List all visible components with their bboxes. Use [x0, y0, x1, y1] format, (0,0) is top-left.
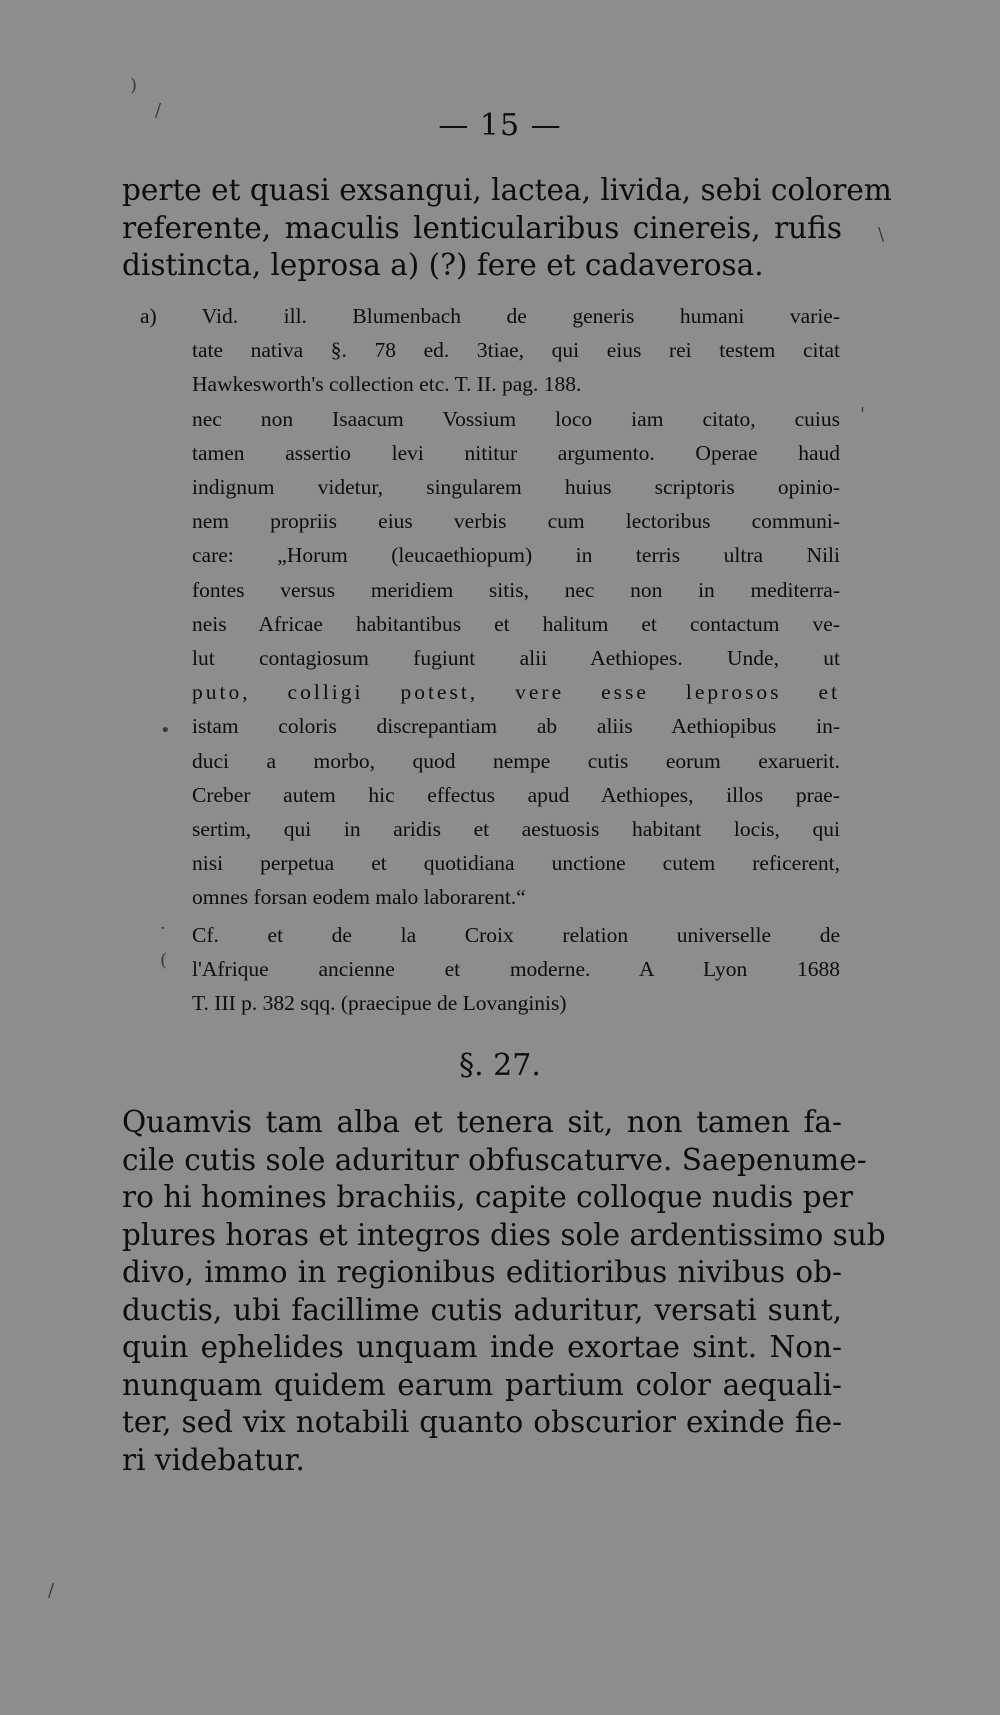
scan-speck: /	[48, 1580, 55, 1601]
text-line: divo, immo in regionibus editioribus nivibus ob-	[122, 1255, 842, 1289]
scan-speck: (	[160, 950, 168, 971]
footnote-line: duci a morbo, quod nempe cutis eorum exaruerit.	[192, 748, 840, 773]
text-line: distincta, leprosa a) (?) fere et cadaverosa.	[122, 248, 764, 282]
top-paragraph	[122, 172, 892, 285]
footnote-a	[140, 299, 840, 915]
footnote-line: fontes versus meridiem sitis, nec non in mediterra-	[192, 577, 840, 602]
text-line: nunquam quidem earum partium color aequali-	[122, 1367, 842, 1402]
footnote-line: tamen assertio levi nititur argumento. Operae haud	[192, 440, 840, 465]
footnote-line: istam coloris discrepantiam ab aliis Aethiopibus in-	[192, 714, 840, 739]
scan-speck: /	[155, 100, 162, 121]
footnote-line: neis Africae habitantibus et halitum et contactum ve-	[192, 611, 840, 636]
footnote-line: nisi perpetua et quotidiana unctione cutem reficerent,	[192, 851, 840, 876]
footnote-line: l'Afrique ancienne et moderne. A Lyon 1688	[192, 957, 840, 982]
text-line: cile cutis sole aduritur obfuscaturve. Saepenume-	[122, 1142, 867, 1177]
footnote-line: nem propriis eius verbis cum lectoribus communi-	[192, 509, 840, 534]
footnote-line: Cf. et de la Croix relation universelle de	[192, 923, 840, 947]
section-paragraph	[122, 1104, 886, 1479]
scan-speck: )	[130, 75, 138, 96]
scan-speck: '	[860, 404, 865, 425]
footnote-line: T. III p. 382 sqq. (praecipue de Lovanginis)	[192, 991, 567, 1016]
text-line: ro hi homines brachiis, capite colloque nudis per	[122, 1180, 854, 1214]
footnote-line: Hawkesworth's collection etc. T. II. pag. 188.	[192, 372, 582, 397]
text-line: plures horas et integros dies sole ardentissimo sub	[122, 1217, 886, 1252]
text-line: perte et quasi exsangui, lactea, livida, sebi colorem	[122, 173, 892, 207]
text-line: ter, sed vix notabili quanto obscurior exinde fie-	[122, 1405, 842, 1439]
text-line: referente, maculis lenticularibus cinereis, rufis	[122, 210, 842, 245]
text-line: ductis, ubi facillime cutis aduritur, versati sunt,	[122, 1292, 842, 1327]
scan-speck: ·	[160, 918, 166, 939]
footnote-line: tate nativa §. 78 ed. 3tiae, qui eius rei testem citat	[192, 338, 840, 363]
footnote-line: a) Vid. ill. Blumenbach de generis humani varie-	[140, 304, 840, 328]
scan-speck: •	[160, 720, 171, 741]
page-number: — 15 —	[438, 108, 562, 143]
text-line: quin ephelides unquam inde exortae sint. Non-	[122, 1330, 842, 1364]
text-line: ri videbatur.	[122, 1442, 305, 1477]
text-line: Quamvis tam alba et tenera sit, non tamen fa-	[122, 1105, 842, 1139]
footnote-line: puto, colligi potest, vere esse leprosos et	[192, 680, 840, 705]
footnote-line: lut contagiosum fugiunt alii Aethiopes. Unde, ut	[192, 646, 840, 671]
scan-speck: \	[878, 224, 885, 245]
footnote-line: Creber autem hic effectus apud Aethiopes, illos prae-	[192, 782, 840, 807]
footnote-line: nec non Isaacum Vossium loco iam citato, cuius	[192, 406, 840, 431]
footnote-line: omnes forsan eodem malo laborarent.“	[192, 885, 526, 910]
footnote-cf	[140, 918, 840, 1021]
section-heading: §. 27.	[459, 1048, 541, 1083]
footnote-line: sertim, qui in aridis et aestuosis habitant locis, qui	[192, 817, 840, 842]
footnote-line: indignum videtur, singularem huius scriptoris opinio-	[192, 475, 840, 500]
footnote-line: care: „Horum (leucaethiopum) in terris ultra Nili	[192, 543, 840, 568]
